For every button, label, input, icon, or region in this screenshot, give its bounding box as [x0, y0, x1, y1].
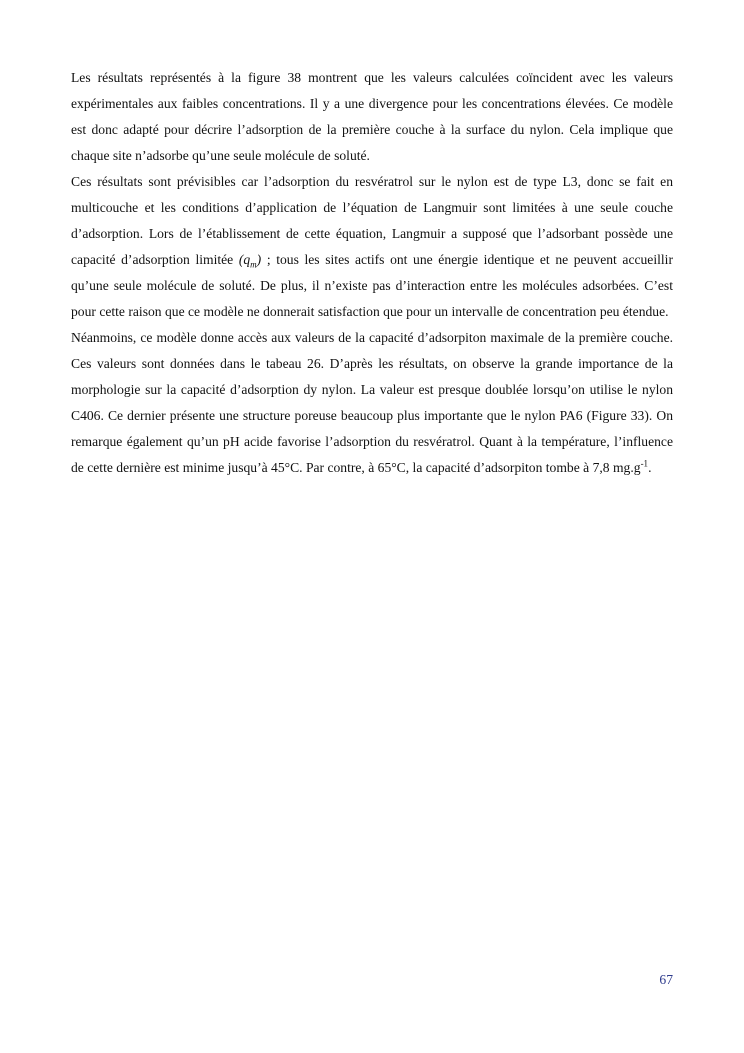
qm-open: (q: [238, 252, 251, 267]
paragraph-langmuir-results: [71, 65, 673, 169]
paragraph-text: Néanmoins, ce modèle donne accès aux valeurs de la capacité d’adsorpiton maximale de la première couche. Ces valeurs sont données dans le tabeau 26. D’après les résultats, on observe la grande importance de la morphologie sur la capacité d’adsorption dy nylon. La valeur est presque doublée lorsqu’on utilise le nylon C406. Ce dernier présente une structure poreuse beaucoup plus importante que le nylon PA6 (Figure 33). On remarque également qu’un pH acide favorise l’adsorption du resvératrol. Quant à la température, l’influence de cette dernière est minime jusqu’à 45°C. Par contre, à 65°C, la capacité d’adsorpiton tombe à 7,8 mg.g: [71, 330, 673, 475]
paragraph-text: .: [648, 460, 652, 475]
unit-exponent: -1: [640, 458, 649, 469]
qm-subscript: m: [250, 259, 257, 270]
paragraph-text: Les résultats représentés à la figure 38 montrent que les valeurs calculées coïncident avec les valeurs expérimentales aux faibles concentrations. Il y a une divergence pour les concentrations élevées. Ce modèle est donc adapté pour décrire l’adsorption de la première couche à la surface du nylon. Cela implique que chaque site n’adsorbe qu’une seule molécule de soluté.: [71, 70, 673, 163]
document-body: [71, 65, 673, 481]
qm-close: ): [256, 252, 262, 267]
paragraph-adsorption-capacity: [71, 325, 673, 481]
qm-symbol: [238, 252, 262, 270]
page-number: 67: [659, 972, 673, 987]
paragraph-text: ; tous les sites actifs ont une énergie identique et ne peuvent accueillir qu’une seule molécule de soluté. De plus, il n’existe pas d’interaction entre les molécules adsorbées. C’est pour cette raison que ce modèle ne donnerait satisfaction que pour un intervalle de concentration peu étendue.: [71, 252, 673, 319]
paragraph-langmuir-limitations: [71, 169, 673, 325]
paragraph-text: Ces résultats sont prévisibles car l’adsorption du resvératrol sur le nylon est de type L3, donc se fait en multicouche et les conditions d’application de l’équation de Langmuir sont limitées à une seule couche d’adsorption. Lors de l’établissement de cette équation, Langmuir a supposé que l’adsorbant possède une capacité d’adsorption limitée: [71, 174, 673, 267]
